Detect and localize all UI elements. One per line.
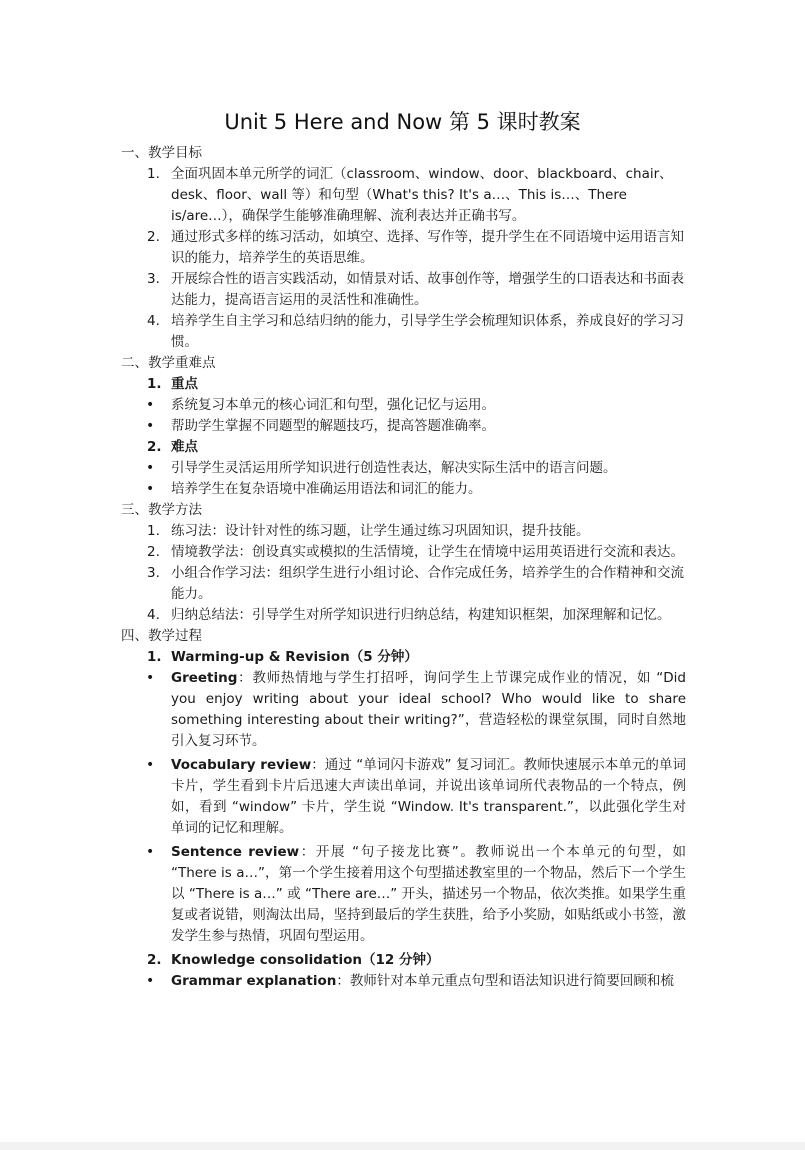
bullet-item — [121, 416, 686, 437]
item-text: 情境教学法：创设真实或模拟的生活情境，让学生在情境中运用英语进行交流和表达。 — [171, 544, 684, 560]
bullet-icon: • — [146, 418, 155, 434]
item-number: 1. — [147, 376, 162, 392]
item-text: ：教师热情地与学生打招呼，询问学生上节课完成作业的情况，如 “Did you enjoy writing about your ideal school? Who would like to share something interesting about their writing?”，营造轻松的课堂氛围，同时自然地引入复习环节。 — [171, 670, 686, 749]
item-text: 全面巩固本单元所学的词汇（classroom、window、door、blackboard、chair、desk、floor、wall 等）和句型（What's this? It's a…、This is…、There is/are…），确保学生能够准确理解、流利表达并正确书写。 — [171, 166, 673, 224]
list-item — [121, 605, 686, 626]
bullet-icon: • — [146, 973, 155, 989]
bullet-item — [121, 668, 686, 752]
item-text: ：教师针对本单元重点句型和语法知识进行简要回顾和梳 — [336, 973, 674, 989]
step-heading — [121, 647, 686, 668]
subheading-difficulty — [121, 437, 686, 458]
list-item — [121, 311, 686, 353]
page-title: Unit 5 Here and Now 第 5 课时教案 — [224, 110, 581, 134]
bullet-label: Sentence review — [171, 844, 300, 860]
subheading-key — [121, 374, 686, 395]
item-text: ：通过 “单词闪卡游戏” 复习词汇。教师快速展示本单元的单词卡片，学生看到卡片后迅速大声读出单词，并说出该单词所代表物品的一个特点，例如，看到 “window” 卡片，学生说 “Window. It's transparent.”，以此强化学生对单词的记忆和理解。 — [171, 757, 686, 836]
bullet-label: Greeting — [171, 670, 238, 686]
section-heading-objectives: 一、教学目标 — [121, 145, 202, 161]
item-number: 4. — [147, 607, 160, 623]
bullet-label: Grammar explanation — [171, 973, 337, 989]
list-item — [121, 563, 686, 605]
document-body — [121, 143, 686, 992]
item-text: ：开展 “句子接龙比赛”。教师说出一个本单元的句型，如 “There is a…”，第一个学生接着用这个句型描述教室里的一个物品，然后下一个学生以 “There is a…” 或 “There are…” 开头，描述另一个物品，依次类推。如果学生重复或者说错，则淘汰出局，坚持到最后的学生获胜，给予小奖励，如贴纸或小书签，激发学生参与热情，巩固句型运用。 — [171, 844, 687, 944]
item-text: 帮助学生掌握不同题型的解题技巧，提高答题准确率。 — [171, 418, 495, 434]
item-text: 练习法：设计针对性的练习题，让学生通过练习巩固知识，提升技能。 — [171, 523, 590, 539]
section-heading-process: 四、教学过程 — [121, 628, 202, 644]
item-number: 1. — [147, 649, 162, 665]
bullet-item — [121, 395, 686, 416]
bullet-icon: • — [146, 460, 155, 476]
item-text: 通过形式多样的练习活动，如填空、选择、写作等，提升学生在不同语境中运用语言知识的能力，培养学生的英语思维。 — [171, 229, 684, 266]
list-item — [121, 521, 686, 542]
bullet-item — [121, 458, 686, 479]
item-number: 3. — [147, 271, 160, 287]
step-title: Knowledge consolidation（12 分钟） — [171, 952, 440, 968]
page-bottom-edge — [0, 1142, 805, 1150]
subheading-label: 重点 — [171, 376, 198, 392]
list-item — [121, 227, 686, 269]
item-text: 培养学生在复杂语境中准确运用语法和词汇的能力。 — [171, 481, 482, 497]
item-text: 引导学生灵活运用所学知识进行创造性表达，解决实际生活中的语言问题。 — [171, 460, 617, 476]
step-title: Warming-up & Revision（5 分钟） — [171, 649, 418, 665]
bullet-item — [121, 971, 686, 992]
item-number: 3. — [147, 565, 160, 581]
bullet-label: Vocabulary review — [171, 757, 312, 773]
bullet-item — [121, 755, 686, 839]
item-text: 归纳总结法：引导学生对所学知识进行归纳总结，构建知识框架，加深理解和记忆。 — [171, 607, 671, 623]
item-text: 培养学生自主学习和总结归纳的能力，引导学生学会梳理知识体系，养成良好的学习习惯。 — [171, 313, 684, 350]
item-number: 1. — [147, 523, 160, 539]
item-number: 2. — [147, 229, 160, 245]
item-number: 2. — [147, 439, 162, 455]
item-number: 4. — [147, 313, 160, 329]
item-number: 2. — [147, 952, 162, 968]
bullet-icon: • — [146, 757, 155, 773]
bullet-item — [121, 842, 686, 947]
item-number: 1. — [147, 166, 160, 182]
list-item — [121, 542, 686, 563]
step-heading — [121, 950, 686, 971]
item-text: 小组合作学习法：组织学生进行小组讨论、合作完成任务，培养学生的合作精神和交流能力。 — [171, 565, 684, 602]
bullet-item — [121, 479, 686, 500]
bullet-icon: • — [146, 670, 155, 686]
item-text: 开展综合性的语言实践活动，如情景对话、故事创作等，增强学生的口语表达和书面表达能力，提高语言运用的灵活性和准确性。 — [171, 271, 684, 308]
bullet-icon: • — [146, 397, 155, 413]
list-item — [121, 269, 686, 311]
bullet-icon: • — [146, 844, 155, 860]
item-text: 系统复习本单元的核心词汇和句型，强化记忆与运用。 — [171, 397, 495, 413]
section-heading-methods: 三、教学方法 — [121, 502, 202, 518]
bullet-icon: • — [146, 481, 155, 497]
section-heading-key-points: 二、教学重难点 — [121, 355, 216, 371]
list-item — [121, 164, 686, 227]
subheading-label: 难点 — [171, 439, 198, 455]
item-number: 2. — [147, 544, 160, 560]
